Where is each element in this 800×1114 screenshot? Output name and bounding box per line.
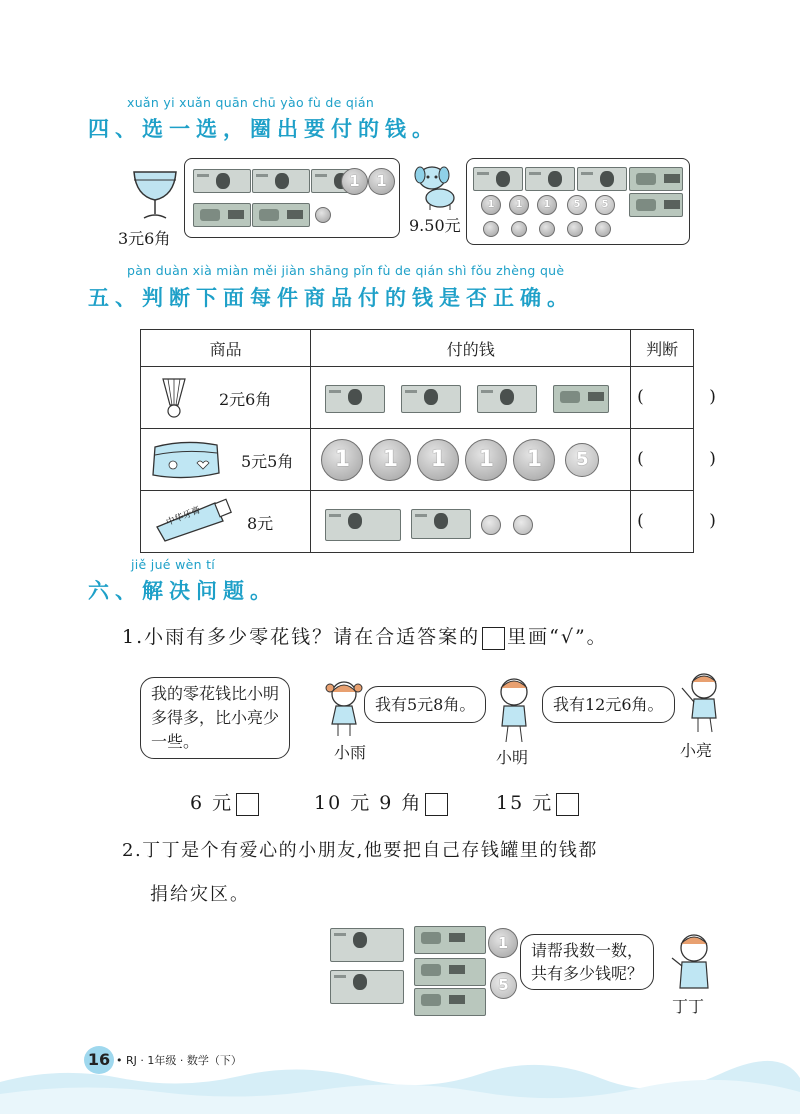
answer-checkbox[interactable] — [236, 793, 259, 816]
banknote-5-yuan — [325, 509, 401, 541]
table-row — [141, 429, 694, 491]
banknote-1-yuan — [325, 385, 385, 413]
coin-5-jiao: 5 — [565, 443, 599, 477]
coin-1-yuan: 1 — [488, 928, 518, 958]
toy-dog-icon — [410, 160, 462, 212]
section6-title: 六、解决问题。 — [88, 579, 277, 603]
table-header-row — [141, 330, 694, 367]
coin-1-jiao — [567, 221, 583, 237]
banknote-1-yuan — [411, 509, 471, 539]
coin-1-yuan: 1 — [321, 439, 363, 481]
option-15-yuan[interactable] — [496, 788, 579, 816]
pencil-case-icon — [149, 437, 223, 483]
question-1 — [122, 622, 608, 650]
coin-1-yuan: 1 — [509, 195, 529, 215]
bubble-line: 请帮我数一数， — [531, 941, 644, 960]
name-dingding: 丁丁 — [672, 997, 705, 1016]
question-2-line2: 捐给灾区。 — [150, 884, 250, 905]
option-label: 6 元 — [190, 792, 234, 814]
coin-1-jiao — [315, 207, 331, 223]
page-number: 16 — [84, 1046, 114, 1074]
judge-cell[interactable] — [631, 491, 746, 553]
name-xiaoliang: 小亮 — [680, 741, 713, 760]
banknote-1-jiao — [193, 203, 251, 227]
name-xiaoming: 小明 — [496, 748, 529, 767]
banknote-2-jiao — [414, 988, 486, 1016]
shuttlecock-icon — [159, 375, 189, 419]
coin-1-yuan: 1 — [368, 168, 395, 195]
bubble-line: 一些。 — [151, 732, 200, 751]
banknote-1-yuan — [252, 169, 310, 193]
banknote-1-yuan — [477, 385, 537, 413]
question-1-text-end: 里画“√”。 — [507, 626, 608, 648]
coin-1-jiao — [483, 221, 499, 237]
item2-price: 9.50元 — [409, 216, 461, 235]
coin-5-jiao — [481, 515, 501, 535]
table-row — [141, 367, 694, 429]
speech-bubble-dingding — [520, 934, 654, 990]
name-xiaoyu: 小雨 — [334, 743, 367, 762]
boy-xiaoming-icon — [490, 674, 538, 744]
banknote-1-yuan — [473, 167, 523, 191]
speech-bubble-xiaoliang: 我有12元6角。 — [542, 686, 675, 723]
girl-xiaoyu-icon — [320, 676, 370, 738]
speech-bubble-xiaoyu — [140, 677, 290, 759]
goods-cell — [141, 491, 311, 553]
goods-cell — [141, 367, 311, 429]
option-label: 15 元 — [496, 792, 554, 814]
boy-xiaoliang-icon — [678, 668, 728, 734]
banknote-10-yuan — [330, 928, 404, 962]
banknote-2-jiao — [414, 926, 486, 954]
banknote-1-jiao — [629, 193, 683, 217]
goblet-icon — [130, 168, 180, 224]
bubble-line: 共有多少钱呢？ — [531, 964, 644, 983]
boy-dingding-icon — [668, 930, 716, 992]
goods-cell — [141, 429, 311, 491]
coin-1-yuan: 1 — [465, 439, 507, 481]
goods-table — [140, 329, 746, 553]
coin-5-jiao: 5 — [490, 972, 517, 999]
coin-1-yuan: 1 — [417, 439, 459, 481]
book-info: • RJ · 1年级 · 数学（下） — [116, 1054, 242, 1067]
item1-price: 3元6角 — [118, 229, 171, 248]
example-answer-box — [482, 627, 505, 650]
banknote-5-yuan — [330, 970, 404, 1004]
banknote-1-yuan — [193, 169, 251, 193]
goods-price: 8元 — [247, 514, 274, 533]
table-row — [141, 491, 694, 553]
section5-pinyin: pàn duàn xià miàn měi jiàn shāng pǐn fù de qián shì fǒu zhèng què — [127, 263, 565, 278]
coin-1-yuan: 1 — [341, 168, 368, 195]
header-payment: 付的钱 — [311, 330, 631, 367]
coin-5-jiao: 5 — [595, 195, 615, 215]
judge-parentheses[interactable]: ( ) — [637, 511, 746, 531]
footer-wave-decoration — [0, 1060, 800, 1114]
coin-5-jiao — [513, 515, 533, 535]
payment-cell — [311, 491, 631, 553]
banknote-1-jiao — [252, 203, 310, 227]
coin-5-jiao: 5 — [567, 195, 587, 215]
coin-1-yuan: 1 — [537, 195, 557, 215]
coin-1-jiao — [511, 221, 527, 237]
banknote-1-jiao — [553, 385, 609, 413]
judge-cell[interactable] — [631, 367, 746, 429]
bubble-line: 我的零花钱比小明 — [151, 684, 280, 703]
goods-price: 5元5角 — [241, 452, 294, 471]
payment-cell — [311, 367, 631, 429]
banknote-1-jiao — [629, 167, 683, 191]
section5-title: 五、判断下面每件商品付的钱是否正确。 — [88, 286, 574, 310]
coin-1-yuan: 1 — [481, 195, 501, 215]
coin-1-yuan: 1 — [513, 439, 555, 481]
piggy-bank-money — [330, 924, 520, 1020]
bubble-line: 多得多，比小亮少 — [151, 708, 280, 727]
coin-1-jiao — [539, 221, 555, 237]
goods-price: 2元6角 — [219, 390, 272, 409]
money-box-1[interactable] — [184, 158, 400, 238]
coin-1-yuan: 1 — [369, 439, 411, 481]
option-label: 10 元 9 角 — [314, 792, 423, 814]
banknote-1-yuan — [525, 167, 575, 191]
header-goods: 商品 — [141, 330, 311, 367]
payment-cell — [311, 429, 631, 491]
section4-title: 四、选一选，圈出要付的钱。 — [88, 117, 439, 141]
judge-parentheses[interactable]: ( ) — [637, 449, 746, 469]
header-judge: 判断 — [631, 330, 694, 367]
answer-checkbox[interactable] — [425, 793, 448, 816]
toothpaste-label: 中华牙膏 — [165, 505, 203, 529]
speech-bubble-xiaoming: 我有5元8角。 — [364, 686, 486, 723]
judge-cell[interactable] — [631, 429, 746, 491]
banknote-1-yuan — [577, 167, 627, 191]
question-1-text: 1.小雨有多少零花钱？请在合适答案的 — [122, 626, 481, 648]
coin-1-jiao — [595, 221, 611, 237]
banknote-2-jiao — [414, 958, 486, 986]
question-2-line1: 2.丁丁是个有爱心的小朋友,他要把自己存钱罐里的钱都 — [122, 840, 598, 861]
option-6-yuan[interactable] — [190, 788, 259, 816]
section6-pinyin: jiě jué wèn tí — [131, 557, 216, 572]
banknote-1-yuan — [401, 385, 461, 413]
section4-pinyin: xuǎn yi xuǎn quān chū yào fù de qián — [127, 95, 375, 110]
answer-checkbox[interactable] — [556, 793, 579, 816]
judge-parentheses[interactable]: ( ) — [637, 387, 746, 407]
option-10-yuan-9-jiao[interactable] — [314, 788, 448, 816]
money-box-2[interactable] — [466, 158, 690, 245]
